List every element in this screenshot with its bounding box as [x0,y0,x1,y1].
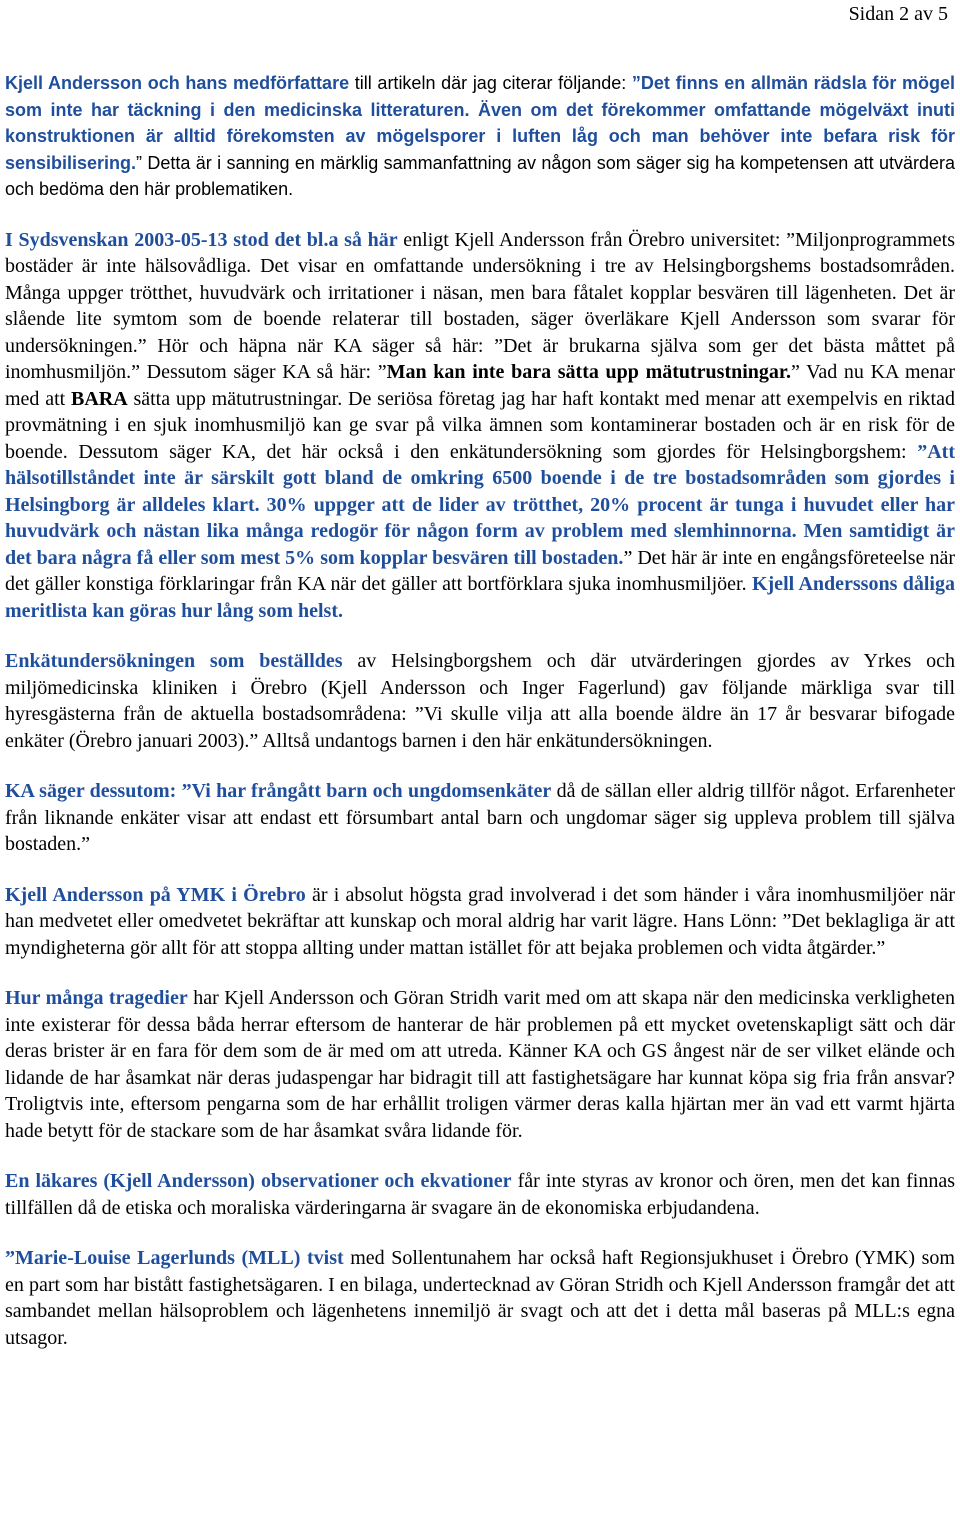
emphasis-heading: ”Marie-Louise Lagerlunds (MLL) tvist [5,1247,344,1269]
paragraph-sydsvenskan [5,227,955,625]
body-text: ” Detta är i sanning en märklig sammanfattning av någon som säger sig ha kompetensen att utvärdera och bedöma den här problematiken. [5,152,955,199]
emphasis-heading: KA säger dessutom: ”Vi har frångått barn och ungdomsenkäter [5,780,552,802]
emphasis-heading: Enkätundersökningen som beställdes [5,650,343,672]
body-text: är i absolut högsta grad involverad i det som händer i våra inomhusmiljöer när han medvetet eller omedvetet bekräftar att kunskap och moral aldrig har varit lägre. Hans Lönn: ”Det beklagliga är att myndigheterna gör allt för att stoppa allting under mattan istället för att bejaka problemen och vidta åtgärder.” [5,883,956,959]
paragraph-quote-intro [5,70,955,203]
body-text: då de sällan eller aldrig tillför något. Erfarenheter från liknande enkäter visar att endast ett försumbart antal barn och ungdomar säger sig uppleva problem till själva bostaden.” [5,780,956,855]
page-number: Sidan 2 av 5 [848,3,948,25]
emphasis-heading: Kjell Andersson och hans medförfattare [5,73,350,93]
paragraph-enkat [5,648,955,754]
body-text: av Helsingborgshem och där utvärderingen gjordes av Yrkes och miljömedicinska kliniken i Örebro (Kjell Andersson och Inger Fagerlund) gav följande märkliga svar till hyresgästerna från de aktuella bostadsområdena: ”Vi skulle vilja att alla boende äldre än 17 år besvarar bifogade enkäter (Örebro januari 2003).” Alltså undantogs barnen i den här enkätundersökningen. [5,650,955,752]
body-text: till artikeln där jag citerar följande: [349,73,632,93]
body-text: har Kjell Andersson och Göran Stridh varit med om att skapa när den medicinska verkligheten inte existerar för dessa båda herrar eftersom de hanterar de här problemen på ett mycket ovetenskapligt sätt och där deras brister är en fara för dem som de är med om att utreda. Känner KA och GS ångest när de ser vilket elände och lidande de har åsamkat när deras judaspengar har bidragit till att fastighetsägare har kunnat köpa sig fria från ansvar? Troligtvis inte, eftersom pengarna som de har erhållit troligen värmer deras kalla hjärtan mer än vad ett varmt hjärta hade betytt för de stackare som de har åsamkat svåra lidande för. [5,987,955,1142]
document-body [5,70,955,1375]
body-text: får inte styras av kronor och ören, men det kan finnas tillfällen då de etiska och moraliska värderingarna är svagare än de ekonomiska erbjudandena. [5,1170,955,1219]
body-text: med Sollentunahem har också haft Regionsjukhuset i Örebro (YMK) som en part som har bistått fastighetsägaren. I en bilaga, undertecknad av Göran Stridh och Kjell Andersson framgår det att sambandet mellan hälsoproblem och lägenhetens innemiljö är svagt och att det i detta mål baseras på MLL:s egna utsagor. [5,1247,955,1349]
quoted-text: ”Att hälsotillståndet inte är särskilt gott bland de omkring 6500 boende i de tre bostadsområden som gjordes i Helsingborg är alldeles klart. 30% uppger att de lider av trötthet, 20% procent är tunga i huvudet eller har huvudvärk och nästan lika många redogör för någon form av problem med slemhinnorna. Men samtidigt är det bara några få eller som mest 5% som kopplar besvären till bostaden. [5,440,955,569]
emphasis-heading: Kjell Andersson på YMK i Örebro [5,883,306,906]
paragraph-tragedier [5,985,955,1144]
paragraph-lakare [5,1168,955,1221]
paragraph-ka-says [5,778,955,858]
body-text: ” Vad nu KA menar med att [5,361,955,410]
body-text: ” Det här är inte en engångsföreteelse när det gäller konstiga förklaringar från KA när det gäller att bortförklara sjuka inomhusmiljöer. [5,546,955,595]
emphasis-heading: Hur många tragedier [5,987,188,1009]
paragraph-mll [5,1245,955,1351]
emphasis-heading: I Sydsvenskan 2003-05-13 stod det bl.a så här [5,228,398,251]
quoted-text: ”Det finns en allmän rädsla för mögel som inte har täckning i den medicinska litteraturen. Även om det förekommer omfattande mögelväxt inuti konstruktionen är alltid förekomsten av mögelsporer i luften låg och man behöver inte befara risk för sensibilisering. [5,73,956,173]
body-text: sätta upp mätutrustningar. De seriösa företag jag har haft kontakt med menar att exempelvis en riktad provmätning i en sjuk inomhusmiljö kan ge svar på vilka ämnen som kontaminerar bostaden och är en risk för de boende. Dessutom säger KA, det här också i den enkätundersökning som gjordes för Helsingborgshem: [5,387,955,463]
emphasis-text: Kjell Anderssons dåliga meritlista kan göras hur lång som helst. [5,573,955,622]
bold-quote: Man kan inte bara sätta upp mätutrustningar. [386,361,791,383]
paragraph-ymk [5,882,955,962]
bold-word: BARA [71,387,128,410]
emphasis-heading: En läkares (Kjell Andersson) observationer och ekvationer [5,1170,512,1192]
body-text: enligt Kjell Andersson från Örebro universitet: ”Miljonprogrammets bostäder är inte hälsovådliga. Det visar en omfattande undersökning i tre av Helsingborgshems bostadsområden. Många uppger trötthet, huvudvärk och irritationer i näsan, men bara fåtalet kopplar besvären till lägenheten. Det är slående lite symtom som de boende relaterar till bostaden, säger överläkare Kjell Andersson som svarar för undersökningen.” Hör och häpna när KA säger så här: ”Det är brukarna själva som ger det bästa måttet på inomhusmiljön.” Dessutom säger KA så här: ” [5,228,955,383]
